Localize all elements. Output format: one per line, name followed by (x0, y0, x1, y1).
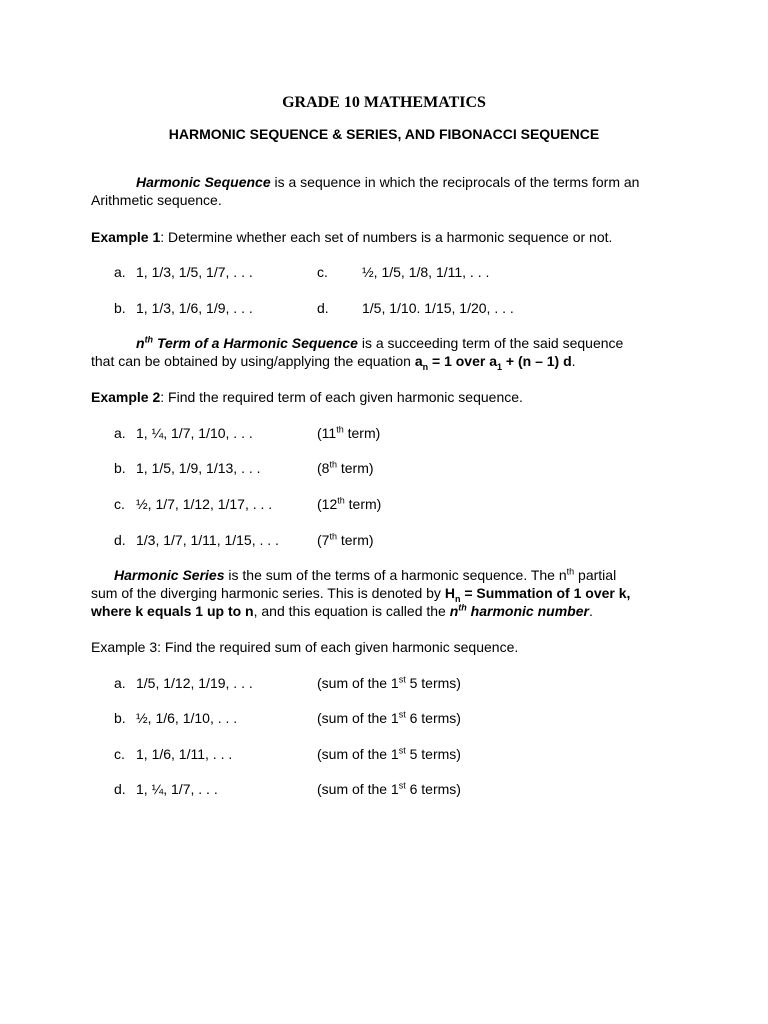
ex2-req-d: (7th term) (317, 531, 374, 548)
ex3-key-c: c. (114, 746, 125, 762)
p3-line1: Harmonic Series is the sum of the terms of a harmonic sequence. The $n^{th}$ partial (114, 566, 617, 583)
page-title: GRADE 10 MATHEMATICS (282, 94, 486, 111)
ex2-key-b: b. (114, 460, 126, 476)
ex3-req-c: (sum of the 1st 5 terms) (317, 745, 461, 762)
ex1-item-a: 1, 1/3, 1/5, 1/7, . . . (136, 264, 253, 280)
ex3-req-a: (sum of the 1st 5 terms) (317, 674, 461, 691)
ex3-key-d: d. (114, 781, 126, 797)
ex3-key-b: b. (114, 710, 126, 726)
example-3-heading: Example 3: Find the required sum of each given harmonic sequence. (91, 639, 519, 655)
ex3-item-d: 1, ¼, 1/7, . . . (136, 781, 218, 797)
ex2-key-c: c. (114, 496, 125, 512)
ex1-key-a: a. (114, 264, 126, 280)
p1-line1: Harmonic Sequence is a sequence in which the reciprocals of the terms form an (136, 174, 640, 190)
p2-line2: that can be obtained by using/applying the equation $a_n = 1$ over $a_1 + (n - 1)$ d. (91, 353, 576, 372)
p3-line3: where k equals 1 up to n, and this equation is called the $n^{th}$ harmonic number. (91, 602, 593, 619)
ex3-key-a: a. (114, 675, 126, 691)
ex3-item-b: ½, 1/6, 1/10, . . . (136, 710, 238, 726)
ex2-req-b: (8th term) (317, 459, 374, 476)
example-1-heading: Example 1: Determine whether each set of numbers is a harmonic sequence or not. (91, 229, 613, 245)
ex2-key-a: a. (114, 425, 126, 441)
ex2-item-c: ½, 1/7, 1/12, 1/17, . . . (136, 496, 273, 512)
p3-term: Harmonic Series (114, 567, 225, 583)
p2-term: Term of a Harmonic Sequence (153, 335, 358, 351)
ex3-req-d: (sum of the 1st 6 terms) (317, 780, 461, 797)
ex2-item-b: 1, 1/5, 1/9, 1/13, . . . (136, 460, 261, 476)
ex1-item-c: ½, 1/5, 1/8, 1/11, . . . (362, 264, 490, 280)
page-subtitle: HARMONIC SEQUENCE & SERIES, AND FIBONACCI SEQUENCE (168, 126, 600, 142)
p1-line2: Arithmetic sequence. (91, 192, 222, 208)
p2-line1: $n^{th}$ Term of a Harmonic Sequence is a succeeding term of the said sequence (136, 334, 624, 351)
ex2-key-d: d. (114, 532, 126, 548)
ex2-item-a: 1, ¼, 1/7, 1/10, . . . (136, 425, 253, 441)
ex3-item-a: 1/5, 1/12, 1/19, . . . (136, 675, 253, 691)
ex1-key-c: c. (317, 264, 328, 280)
ex3-item-c: 1, 1/6, 1/11, . . . (136, 746, 233, 762)
ex1-key-d: d. (317, 300, 329, 316)
ex1-key-b: b. (114, 300, 126, 316)
ex2-item-d: 1/3, 1/7, 1/11, 1/15, . . . (136, 532, 279, 548)
ex2-req-a: (11th term) (317, 424, 381, 441)
ex2-req-c: (12th term) (317, 495, 382, 512)
p3-line2: sum of the diverging harmonic series. This is denoted by $H_n$ = Summation of 1 over k, (91, 585, 631, 604)
ex1-item-d: 1/5, 1/10. 1/15, 1/20, . . . (362, 300, 514, 316)
example-2-heading: Example 2: Find the required term of each given harmonic sequence. (91, 389, 523, 405)
p1-term: Harmonic Sequence (136, 174, 271, 190)
ex1-item-b: 1, 1/3, 1/6, 1/9, . . . (136, 300, 253, 316)
ex3-req-b: (sum of the 1st 6 terms) (317, 709, 461, 726)
